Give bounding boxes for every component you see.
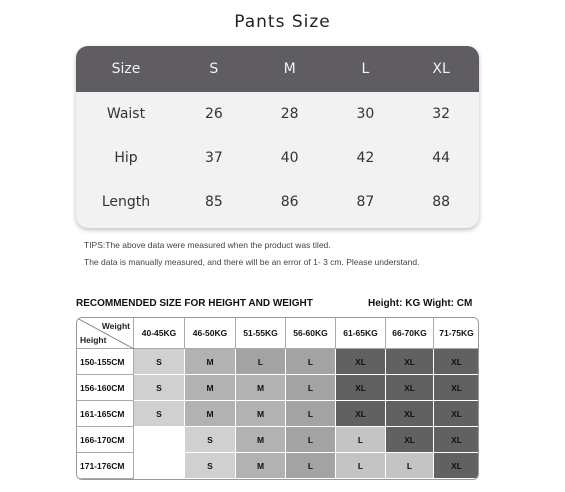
size-cell: XL	[386, 349, 434, 375]
weight-header: 56-60KG	[286, 318, 336, 349]
size-cell: M	[185, 401, 236, 427]
size-cell: M	[185, 349, 236, 375]
size-cell: S	[134, 375, 185, 401]
pants-size-table	[76, 46, 479, 228]
size-cell: XL	[336, 401, 386, 427]
height-row-label: 166-170CM	[77, 427, 134, 453]
size-header-label: Size	[111, 61, 141, 77]
row-label: Waist	[106, 106, 146, 122]
size-cell: S	[185, 427, 236, 453]
weight-header: 66-70KG	[386, 318, 434, 349]
weight-header: 61-65KG	[336, 318, 386, 349]
size-cell: S	[185, 453, 236, 479]
cell-value: 42	[356, 150, 375, 166]
cell-value: 37	[204, 150, 223, 166]
size-cell: XL	[434, 349, 479, 375]
recommended-title: RECOMMENDED SIZE FOR HEIGHT AND WEIGHT	[76, 298, 313, 309]
size-cell: M	[236, 453, 286, 479]
size-table-header	[76, 46, 479, 92]
cell-value: 86	[280, 194, 299, 210]
cell-value: 85	[204, 194, 223, 210]
size-cell: XL	[434, 401, 479, 427]
cell-value: 32	[432, 106, 451, 122]
tips-line-1: TIPS:The above data were measured when the product was tiled.	[84, 240, 331, 250]
weight-header: 40-45KG	[134, 318, 185, 349]
size-header-s: S	[209, 61, 219, 77]
size-header-m: M	[283, 61, 296, 77]
row-label: Hip	[114, 150, 138, 166]
size-row-hip	[76, 136, 479, 180]
cell-value: 40	[280, 150, 299, 166]
size-cell: L	[336, 453, 386, 479]
cell-value: 44	[432, 150, 451, 166]
height-row-label: 171-176CM	[77, 453, 134, 479]
size-cell: S	[134, 349, 185, 375]
cell-value: 28	[280, 106, 299, 122]
size-cell: L	[286, 453, 336, 479]
size-cell: XL	[336, 349, 386, 375]
weight-axis-label: Weight	[101, 321, 130, 331]
size-cell: M	[236, 427, 286, 453]
size-row-waist	[76, 92, 479, 136]
size-cell: XL	[434, 427, 479, 453]
weight-header: 71-75KG	[434, 318, 479, 349]
size-cell: XL	[386, 375, 434, 401]
page-title: Pants Size	[234, 12, 331, 32]
size-header-xl: XL	[432, 61, 450, 77]
height-axis-label: Height	[80, 335, 107, 345]
weight-header: 51-55KG	[236, 318, 286, 349]
cell-value: 30	[356, 106, 375, 122]
size-cell	[134, 453, 185, 479]
recommended-units: Height: KG Wight: CM	[368, 298, 473, 309]
size-cell: M	[236, 401, 286, 427]
recommended-size-grid	[76, 317, 479, 480]
size-cell: M	[236, 375, 286, 401]
size-cell: XL	[386, 427, 434, 453]
size-cell: L	[286, 427, 336, 453]
size-cell: L	[386, 453, 434, 479]
size-cell	[134, 427, 185, 453]
size-header-l: L	[361, 61, 370, 77]
size-row-length	[76, 180, 479, 224]
weight-header: 46-50KG	[185, 318, 236, 349]
size-cell: S	[134, 401, 185, 427]
size-cell: XL	[386, 401, 434, 427]
height-row-label: 161-165CM	[77, 401, 134, 427]
size-cell: L	[336, 427, 386, 453]
size-cell: L	[286, 401, 336, 427]
height-row-label: 156-160CM	[77, 375, 134, 401]
size-cell: L	[236, 349, 286, 375]
cell-value: 88	[432, 194, 451, 210]
height-row-label: 150-155CM	[77, 349, 134, 375]
cell-value: 87	[356, 194, 375, 210]
size-cell: M	[185, 375, 236, 401]
corner-cell	[77, 318, 134, 349]
size-cell: XL	[434, 453, 479, 479]
tips-line-2: The data is manually measured, and there will be an error of 1- 3 cm. Please understand.	[84, 257, 420, 267]
size-cell: XL	[434, 375, 479, 401]
cell-value: 26	[204, 106, 223, 122]
row-label: Length	[101, 194, 151, 210]
size-cell: XL	[336, 375, 386, 401]
size-cell: L	[286, 349, 336, 375]
size-cell: L	[286, 375, 336, 401]
